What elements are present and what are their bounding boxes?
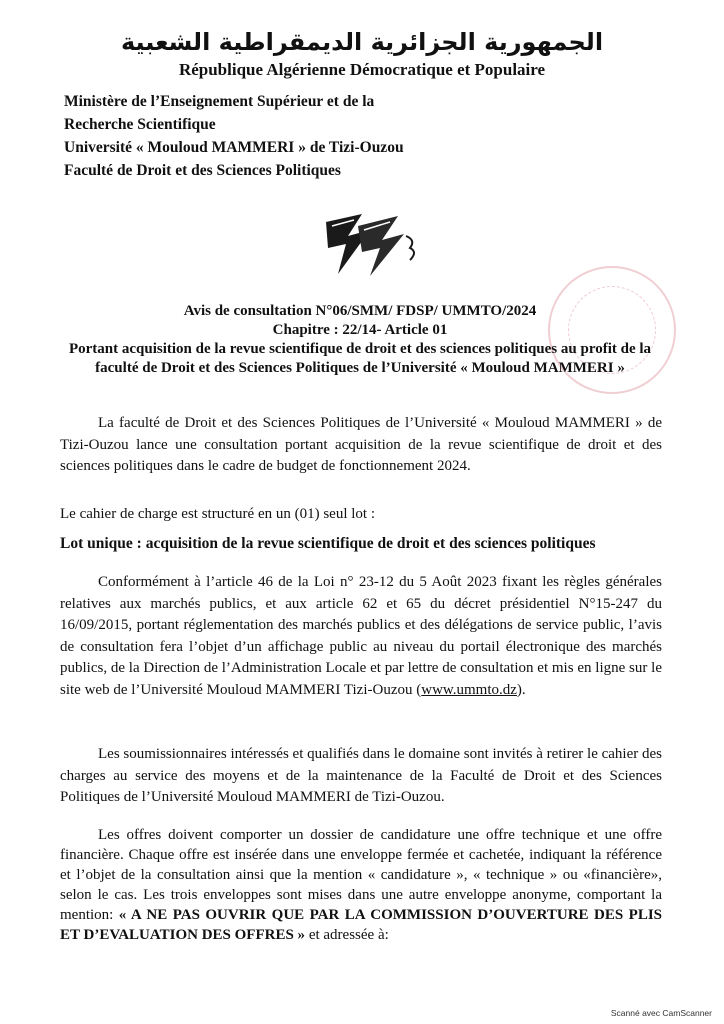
ministry-line-2: Recherche Scientifique [64, 116, 216, 133]
cahier-line: Le cahier de charge est structuré en un (01) seul lot : [60, 506, 376, 522]
paragraph-intro: La faculté de Droit et des Sciences Politiques de l’Université « Mouloud MAMMERI » de Tizi-Ouzou lance une consultation portant acquisition de la revue scientifique de droit et des sciences politiques dans le cadre de budget de fonctionnement 2024. [60, 415, 662, 474]
scanner-watermark: Scanné avec CamScanner [610, 1008, 712, 1018]
notice-reference: Avis de consultation N°06/SMM/ FDSP/ UMMTO/2024 [183, 303, 537, 319]
paragraph-legal-text: Conformément à l’article 46 de la Loi n° 23-12 du 5 Août 2023 fixant les règles générales relatives aux marchés publics, et aux article 62 et 65 du décret présidentiel N°15-247 du 16/09/2015, portant réglementation des marchés publics et des délégations de service public, l’avis de consultation fera l’objet d’un affichage public au niveau du portail électronique des marchés publics, de la Direction de l’Administration Locale et par lettre de consultation et mis en ligne sur le site web de l’Université Mouloud MAMMERI Tizi-Ouzou ( [60, 574, 662, 698]
notice-subject: Portant acquisition de la revue scientifique de droit et des sciences politiques au profit de la faculté de Droit et des Sciences Politiques de l’Université « Mouloud MAMMERI » [68, 341, 652, 376]
notice-chapter: Chapitre : 22/14- Article 01 [272, 322, 448, 338]
faculty-line: Faculté de Droit et des Sciences Politiques [64, 162, 341, 179]
paragraph-bidders: Les soumissionnaires intéressés et qualifiés dans le domaine sont invités à retirer le cahier des charges au service des moyens et de la maintenance de la Faculté de Droit et des Sciences Politiques de l’Université Mouloud MAMMERI de Tizi-Ouzou. [60, 746, 663, 805]
university-logo-icon [318, 212, 424, 278]
university-line: Université « Mouloud MAMMERI » de Tizi-Ouzou [64, 139, 404, 156]
paragraph-offers-end: et adressée à: [305, 927, 389, 943]
paragraph-legal-basis [60, 572, 662, 701]
website-link[interactable]: www.ummto.dz [421, 681, 517, 698]
arabic-republic-title: الجمهورية الجزائرية الديمقراطية الشعبية [120, 28, 604, 56]
paragraph-offers-mention: « A NE PAS OUVRIR QUE PAR LA COMMISSION D’OUVERTURE DES PLIS ET D’EVALUATION DES OFFRES » [60, 907, 663, 943]
consultation-notice-heading [60, 302, 660, 378]
french-republic-title: République Algérienne Démocratique et Populaire [178, 60, 546, 79]
paragraph-legal-end: ). [516, 681, 526, 698]
paragraph-offers-text: Les offres doivent comporter un dossier de candidature une offre technique et une offre financière. Chaque offre est insérée dans une enveloppe fermée et cachetée, indiquant la référence et l’objet de la consultation ainsi que la mention « candidature », « technique » ou «financière», selon le cas. Les trois enveloppes sont mises dans une autre enveloppe anonyme, comportant la mention: [60, 827, 662, 923]
lot-unique-heading: Lot unique : acquisition de la revue scientifique de droit et des sciences politiques [60, 535, 596, 552]
paragraph-offers [60, 825, 662, 945]
institution-header [64, 90, 624, 182]
ministry-line-1: Ministère de l’Enseignement Supérieur et de la [64, 93, 375, 110]
